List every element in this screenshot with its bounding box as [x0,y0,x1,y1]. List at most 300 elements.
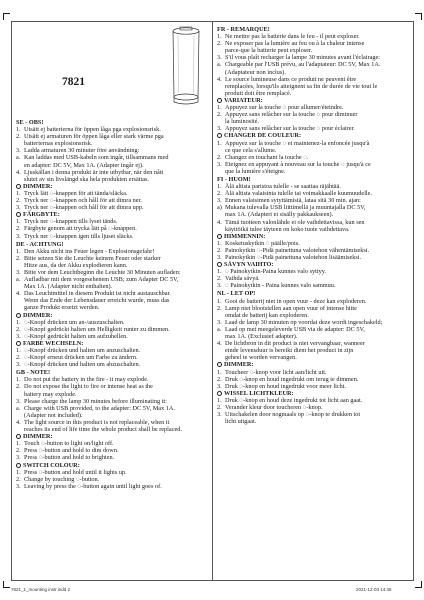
list-item [16,326,207,333]
list-item-text: max 1A. (Adapteri ei sisälly pakkaukseen). [225,211,334,219]
list-item-marker: 3. [217,411,222,419]
column-divider [212,21,213,581]
section-title-se: SE - OBS! [16,119,44,126]
list-item-text: Do not put the battery in the fire - it may explode. [24,376,149,384]
list-item-marker: 3. [217,382,222,390]
list-item-text: Please charge the lamp 30 minutes before illuminating it: [24,397,167,405]
list-item-marker: 3. [217,254,222,261]
list-item-text: en adapter: DC 5V, Max 1A. (Adapter ingår ej). [24,161,144,169]
subtitle-text: VARIATEUR: [224,96,263,104]
list-item [217,247,409,254]
list-item [16,233,207,240]
list-item-marker: 3. [16,482,21,490]
list-item-text: ce que cela s'allume. [225,146,277,154]
list-item-text: battery may explode. [24,390,77,398]
subtitle-text: WISSEL LICHTKLEUR: [224,389,294,397]
list-item [16,283,207,290]
list-de [16,248,207,312]
list-item-marker: 2. [16,225,21,233]
list-item-marker: 2. [217,275,222,283]
list-item-marker: 3. [217,197,222,205]
list-item [16,426,207,433]
list-item-text: Le source lumineuse dans ce produit ne peuvent être [225,75,357,83]
list-item [16,162,207,169]
list-item-text: remplacées, lorsqu'ils atteignent sa fin de durée de vie tout le [225,82,378,90]
list-item-marker: 1. [16,347,21,354]
list-item-text: ◌ Painokytkin - Paina kunnes valo sammuu. [225,282,336,290]
subtitle-text: FÄRGBYTE: [23,211,60,219]
list-item-text: einde levensduur is bereikt dient het product in zijn [225,347,354,355]
list-item-text: Mukana tulevalla USB liittimellä ja muuntajalla DC 5V, [225,204,366,212]
button-icon [16,212,21,217]
button-icon [16,184,21,189]
list-item-marker: 4. [16,168,21,176]
list-item-marker: a. [16,276,21,284]
list-item-text: Max 1A. (Adapter nicht enthalten). [24,283,113,291]
list-item-text: Appuyez sur la touche ◌ et maintenez-la enfoncée jusqu'à [225,139,370,147]
lamp-illustration-icon [166,25,206,107]
list-item-marker: 2. [217,375,222,383]
list-item-marker: 1. [217,33,222,41]
subtitle-se-colour [16,211,207,218]
subtitle-text: HIMMENNIN: [224,232,266,240]
list-item-text: Aufladbar mit dem vorgesehenem USB; zum Adapter DC 5V, [24,276,179,284]
button-icon [217,133,222,138]
list-item [16,469,207,476]
list-item-text: Changez en touchant la touche ◌. [225,153,309,161]
list-item [16,248,207,255]
list-item-marker: 3. [16,147,21,155]
list-item [16,405,207,412]
list-item [217,90,409,97]
subtitle-nl-colour [217,390,409,397]
list-item [217,411,409,418]
list-item-marker: 1. [16,126,21,134]
list-item-text: De lichtbron in dit product is niet vervangbaar, wanneer [225,340,365,348]
list-item-text: max 1A. (Exclusief adapter). [225,333,298,341]
list-item [217,69,409,76]
list-item-text: Ladda armaturen 30 minuter före användning: [24,147,140,155]
button-icon [16,434,21,439]
crop-mark [415,581,422,588]
list-item [217,190,409,197]
list-item-marker: 3. [16,397,21,405]
list-item [217,268,409,275]
list-nl-colour [217,397,409,425]
list-item-text: ◌-Knopf gedrückt halten um aufzuhellen. [24,332,128,340]
list-item-marker: 4. [16,290,21,298]
list-item-text: slutet av sin livslängd ska hela produkten ersättas. [24,175,149,183]
list-item-marker: 1. [16,376,21,384]
list-item-marker: 1. [16,247,21,255]
list-item [16,204,207,211]
list-item-marker: 3. [16,332,21,340]
list-item-marker: 4. [217,218,222,226]
list-item [217,333,409,340]
list-item-text: Press ◌-button and hold to brighten. [24,454,115,462]
list-item-marker: 2. [16,383,21,391]
list-item-text: Tryck ner ◌-knappen och håll för att dimra upp. [24,204,144,212]
list-fi-colour [217,268,409,289]
list-item-text: Kosketuskytkin ◌ päälle/pois. [225,239,300,247]
button-icon [217,391,222,396]
list-item-marker: 2. [217,246,222,254]
list-item-marker: 2. [16,447,21,455]
list-item-marker: 3. [16,454,21,462]
list-item-marker: 3. [217,54,222,62]
list-item [16,290,207,297]
list-item [217,140,409,147]
list-gb [16,376,207,433]
right-column [217,25,409,425]
list-item-text: Verander kleur door toucheren ◌-knop. [225,403,323,411]
list-item-text: Älä altista paristoa tulelle - se saattaa räjähtää. [225,183,341,191]
model-number: 7821 [62,76,85,88]
list-item-marker: 2. [16,254,21,262]
list-item [217,33,409,40]
section-title-fr: FR - REMARQUE! [217,26,270,33]
list-item-marker: 3. [217,282,222,290]
list-item-marker: 2. [16,197,21,205]
list-item [217,40,409,47]
list-item [217,354,409,361]
list-item [217,111,409,118]
list-item-text: Druk ◌-knop en houd deze ingedrukt tot licht aan gaat. [225,396,363,404]
list-item [217,219,409,226]
list-item [217,183,409,190]
list-item-marker: 2. [217,111,222,119]
subtitle-text: FARBE WECHSELN: [23,339,84,347]
list-item [16,483,207,490]
button-icon [217,262,222,267]
list-item-marker: 4. [217,75,222,83]
list-item-text: Appuyez sans relâcher sur la touche ◌ pour éclairer. [225,125,355,133]
list-item-marker: a) [217,204,222,212]
list-item-marker: 2. [16,325,21,333]
subtitle-text: DIMMER: [224,361,254,369]
section-title-fi: FI - HUOM! [217,175,251,183]
list-item-text: Ennen valaisimen sytyttämistä, lataa sitä 30 min. ajan: [225,197,361,205]
list-item [16,383,207,390]
list-item [16,176,207,183]
print-slug-file: 7821_1_mounting instr.indd 2 [11,587,71,592]
print-slug-timestamp: 2021-12-03 14:46 [356,587,392,592]
list-item-marker: a. [16,154,21,162]
list-item [16,304,207,311]
list-item-text: Vaihda sävyä. [225,275,260,283]
subtitle-fi-dimmer [217,233,409,240]
list-item-marker: 3. [16,268,21,276]
list-item [16,391,207,398]
list-item-marker: 2. [217,190,222,198]
button-icon [16,341,21,346]
list-item-text: (Adapter not included). [24,411,83,419]
list-item-text: licht uitgaat. [225,418,257,426]
list-item [217,254,409,261]
list-item-text: S'il vous plaît recharger la lampe 30 minutes avant l'éclairage: [225,54,381,62]
list-item-text: la luminosité. [225,118,260,126]
list-item [16,297,207,304]
list-item-text: Uitschakelen door nogmaals op ◌-knop te drukken tot [225,411,361,419]
list-item [16,197,207,204]
list-item-marker: 2. [217,153,222,161]
list-item-marker: 3. [217,160,222,168]
list-item-marker: a. [16,404,21,412]
list-item [16,169,207,176]
list-item [217,305,409,312]
list-item-marker: 1. [16,468,21,476]
list-item [217,197,409,204]
list-item [16,126,207,133]
list-item-text: Leaving by press the ◌-button again until light goes of. [24,482,162,490]
list-item [217,204,409,211]
list-item [16,412,207,419]
list-item [217,326,409,333]
list-item [217,275,409,282]
list-item-text: Utsätt ej batterierna för öppen låga pga explosionsrisk. [24,126,161,134]
list-item [16,419,207,426]
list-item-text: Hitze aus, da der Akku explodieren kann. [24,261,128,269]
list-item-marker: 1. [217,104,222,112]
list-item [217,104,409,111]
list-item-text: Wenn das Ende der Lebensdauer erreicht wurde, muss das [24,297,170,305]
list-item-text: Appuyez sur la touche ◌ pour allumer/éteindre. [225,104,344,112]
list-item-text: Chargeable par l'USB prévu, au l'adaptateur: DC 5V, Max 1A. [225,61,381,69]
list-item-text: Tämä tuotteen valonlähde ei ole vaihdettavissa, kun sen [225,218,365,226]
list-item [217,125,409,132]
list-gb-dimmer [16,440,207,461]
subtitle-fr-colour [217,132,409,139]
list-item [217,118,409,125]
list-item-marker: 2. [217,40,222,48]
list-de-dimmer [16,319,207,340]
list-item-text: Kan laddas med USB-kabeln som ingår, tillsammans med [24,154,169,162]
list-item [217,397,409,404]
list-item-marker: 3. [16,232,21,240]
list-item [16,276,207,283]
subtitle-de-colour [16,340,207,347]
list-item [217,319,409,326]
list-item-text: Touch ◌-button to light on/light off. [24,440,114,448]
list-item [217,347,409,354]
product-header [16,24,207,118]
crop-mark [415,13,422,20]
list-item-marker: 3. [217,318,222,326]
list-item-text: Appuyez sans relâcher sur la touche ◌ pour diminuer [225,111,358,119]
list-item [16,333,207,340]
subtitle-text: DIMMER: [23,311,53,319]
list-item-text: Charge with USB provided, to the adapter: DC 5V, Max 1A. [24,404,175,412]
list-item [16,376,207,383]
list-item-marker: 1. [16,318,21,326]
list-item-text: ◌-Knopf drücken und halten um abzuschalten. [24,361,141,369]
list-nl-dimmer [217,369,409,390]
list-item [217,147,409,154]
list-item-text: Färgbyte genom att trycka lätt på ◌-knappen. [24,225,137,233]
list-item-text: (Adaptateur non inclus). [225,68,286,76]
list-item [217,47,409,54]
subtitle-text: CHANGER DE COULEUR: [224,132,302,140]
list-item-marker: 1. [16,440,21,448]
list-item [16,361,207,368]
list-item [16,154,207,161]
crop-mark [3,581,10,588]
list-item [16,347,207,354]
button-icon [217,98,222,103]
list-item [217,61,409,68]
list-item-text: Tryck ner ◌-knappen igen tills ljuset släcks. [24,232,134,240]
list-item [16,140,207,147]
list-item-text: Painokytkin ◌-Pidä painettuna valotehon lisäämiseksi. [225,254,362,261]
subtitle-text: SÄVYN VAIHTO: [224,261,274,269]
list-item-marker: 1. [217,268,222,276]
subtitle-se-dimmer [16,183,207,190]
list-item [217,76,409,83]
subtitle-text: DIMMER: [23,433,53,441]
list-item [217,226,409,233]
list-item [16,225,207,232]
list-item-text: ◌-Knopf drücken und halten um anzuschalten. [24,347,141,354]
list-item-text: Das Leuchtmittel in diesem Produkt ist nicht austauschbar. [24,290,171,298]
list-item [217,282,409,289]
list-de-colour [16,347,207,368]
list-fi-dimmer [217,240,409,261]
list-item-text: ◌-Knopf gedrückt halten um Helligkeit runter zu dimmen. [24,325,170,333]
list-item-text: Tryck ner ◌-knappen och håll för att dimra ner. [24,197,142,205]
list-item-text: ganze Produkt ersetzt werden. [24,304,100,312]
list-nl [217,298,409,362]
list-item-text: Laad de lamp 30 minuten op voordat deze wordt ingeschakeld; [225,318,383,326]
button-icon [16,313,21,318]
list-item-text: Älä altista valaisinta tulelle tai voimakkaalle kuumuudelle. [225,190,373,198]
list-item [217,340,409,347]
list-item-text: Eteignez en appuyant à nouveau sur la touche ◌ jusqu'à ce [225,160,371,168]
list-item-text: Painokytkin ◌-Pidä painettuna valotehon vähentämiseksi. [225,246,370,254]
list-item-marker: 2. [16,475,21,483]
list-item-text: The light source in this product is not replaceable, when it [24,418,170,426]
subtitle-gb-colour [16,462,207,469]
list-item [217,312,409,319]
list-item-text: Utsätt ej armaturen för öppen låga eller stark värme pga [24,133,164,141]
list-item [217,298,409,305]
list-item [217,168,409,175]
list-item [16,262,207,269]
list-gb-colour [16,469,207,490]
list-item-marker: 3. [16,204,21,212]
list-item-marker: 1. [217,183,222,191]
list-item-marker: 1. [16,189,21,197]
subtitle-text: SWITCH COLOUR: [23,461,80,469]
list-item [16,190,207,197]
list-item-text: Tryck lätt ◌-knappen för att tända/släcka. [24,189,128,197]
list-item [16,354,207,361]
list-item-marker: 4. [16,418,21,426]
section-title-gb: GB - NOTE! [16,369,51,377]
list-item-marker: 1. [217,396,222,404]
list-item-marker: a. [217,61,222,69]
list-item [217,154,409,161]
list-item [16,476,207,483]
list-item [16,447,207,454]
list-item-text: parce-que la batterie peut exploser. [225,47,313,55]
section-title-nl: NL - LET OP! [217,290,256,298]
list-item [217,54,409,61]
list-item [217,376,409,383]
list-item [16,269,207,276]
subtitle-gb-dimmer [16,433,207,440]
list-item-text: käyttöikä tulee täyteen on koko tuote vaihdettava. [225,225,350,233]
list-item [217,211,409,218]
subtitle-nl-dimmer [217,361,409,368]
list-item-text: Ljuskällan i denna produkt är inte utbytbar, när den nått [24,168,164,176]
list-item-text: Tryck ner ◌-knappen tills lyset tänds. [24,218,118,226]
list-item-text: Do not expose the light to fire or intense heat as the [24,383,153,391]
list-item-text: Den Akku nicht ins Feuer legen - Explosionsgefahr! [24,247,155,255]
crop-mark [3,13,10,20]
list-item-marker: 1. [217,139,222,147]
list-item-text: Gooi de batterij niet in open vuur - deze kan exploderen. [225,297,367,305]
list-item-text: ◌-Knopf drücken um an-/auszuschalten. [24,318,125,326]
subtitle-fr-dimmer [217,97,409,104]
list-item [217,83,409,90]
list-se-dimmer [16,190,207,211]
list-item [16,319,207,326]
list-item-text: Press ◌-button and hold to dim down. [24,447,119,455]
list-item-marker: 1. [217,297,222,305]
list-fi [217,183,409,233]
list-item-text: geheel te worden vervangen. [225,354,297,362]
list-item [16,255,207,262]
list-item-marker: 2. [217,304,222,312]
list-item [16,440,207,447]
list-item [16,133,207,140]
list-item-text: produit doit être remplacé. [225,89,292,97]
list-item-text: omdat de batterij kan exploderen. [225,311,309,319]
list-item [16,147,207,154]
list-item-marker: 1. [16,218,21,226]
list-item-text: Press ◌-button and hold until it lights up. [24,468,127,476]
list-item [16,398,207,405]
list-item-marker: 3. [16,361,21,369]
list-item [217,161,409,168]
list-item [217,404,409,411]
list-item-marker: 1. [217,368,222,376]
list-item-text: Laad op met meegeleverde USB via de adapter: DC 5V, [225,325,365,333]
list-item-text: reaches its end of life time the whole product shall be replaced. [24,426,182,434]
button-icon [217,362,222,367]
list-fr-colour [217,140,409,175]
list-item [16,218,207,225]
list-item-text: Druk ◌-knop en houd ingedrukt om terug te dimmen. [225,375,359,383]
list-item-marker: 2. [217,403,222,411]
list-item [217,418,409,425]
list-item-text: Change by touching ◌-button. [24,475,100,483]
list-item-marker: 4. [217,340,222,348]
list-item-text: ◌-Knopf erneut drücken um Farbe zu ändern. [24,354,138,362]
list-item [217,240,409,247]
list-item-text: ◌ Painokytkin-Paina kunnes valo syttyy. [225,268,327,276]
list-item [217,369,409,376]
subtitle-text: DIMMER: [23,182,53,190]
list-item-text: batteriernas explosionsrisk. [24,140,93,148]
list-item [217,383,409,390]
button-icon [16,463,21,468]
list-se [16,126,207,183]
list-item-marker: a. [217,325,222,333]
list-item-text: Lamp niet blootstellen aan open vuur of intense hitte [225,304,357,312]
subtitle-fi-colour [217,261,409,268]
list-fr-dimmer [217,104,409,132]
